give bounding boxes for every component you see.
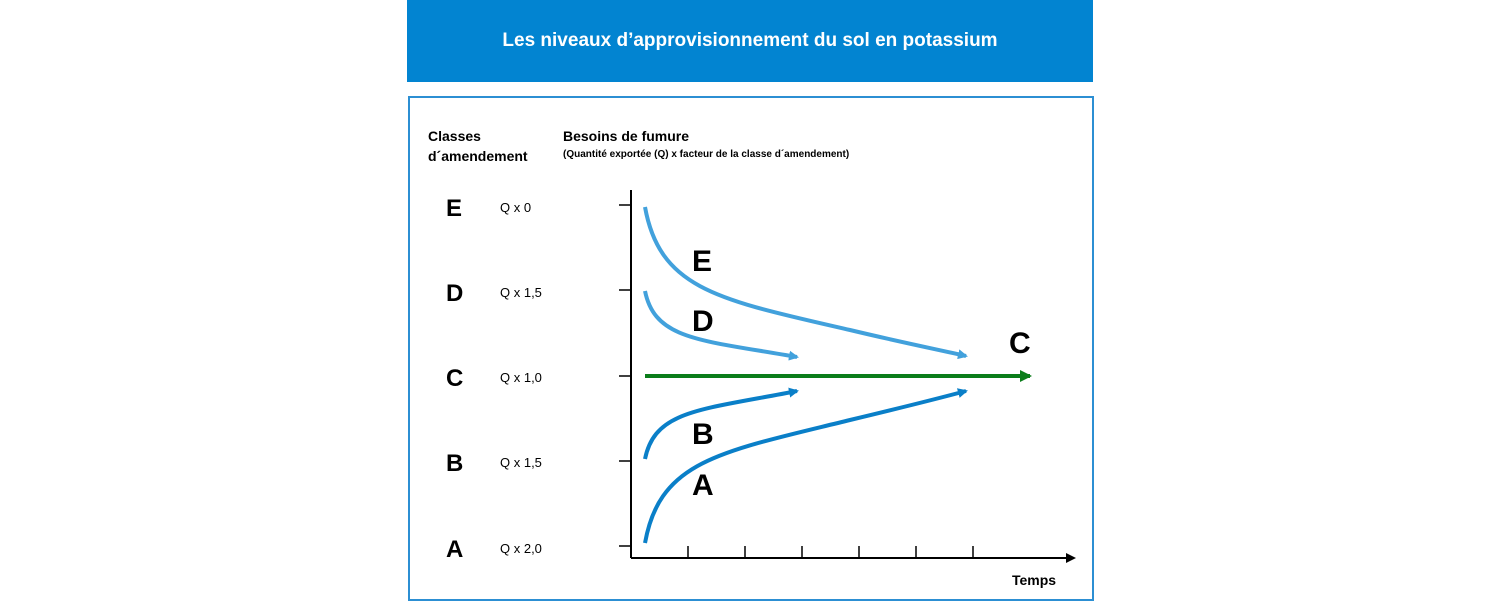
- x-axis-label: Temps: [1012, 572, 1057, 588]
- header-title: Les niveaux d’approvisionnement du sol en potassium: [502, 30, 998, 51]
- right-heading-subtitle: (Quantité exportée (Q) x facteur de la classe d´amendement): [563, 149, 850, 160]
- class-factor-c: Q x 1,0: [500, 370, 542, 385]
- curve-d-arrow: [645, 291, 797, 357]
- class-letter-a: A: [446, 536, 464, 563]
- class-letter-c: C: [446, 365, 464, 392]
- left-heading-line1: Classes: [428, 128, 481, 144]
- class-factor-a: Q x 2,0: [500, 541, 542, 556]
- class-factor-e: Q x 0: [500, 200, 532, 215]
- curve-label-c: C: [1009, 327, 1031, 360]
- left-heading-line2: d´amendement: [428, 148, 528, 164]
- curve-label-b: B: [692, 418, 714, 451]
- curve-label-a: A: [692, 469, 714, 502]
- curve-label-e: E: [692, 245, 713, 278]
- class-factor-b: Q x 1,5: [500, 455, 542, 470]
- class-letter-b: B: [446, 450, 464, 477]
- class-factor-d: Q x 1,5: [500, 285, 542, 300]
- class-letter-e: E: [446, 195, 463, 222]
- curve-b-arrow: [645, 391, 797, 459]
- x-axis-ticks: [688, 546, 973, 558]
- class-letter-d: D: [446, 280, 464, 307]
- right-heading-title: Besoins de fumure: [563, 128, 690, 144]
- y-axis-ticks: [619, 205, 631, 546]
- curve-label-d: D: [692, 305, 714, 338]
